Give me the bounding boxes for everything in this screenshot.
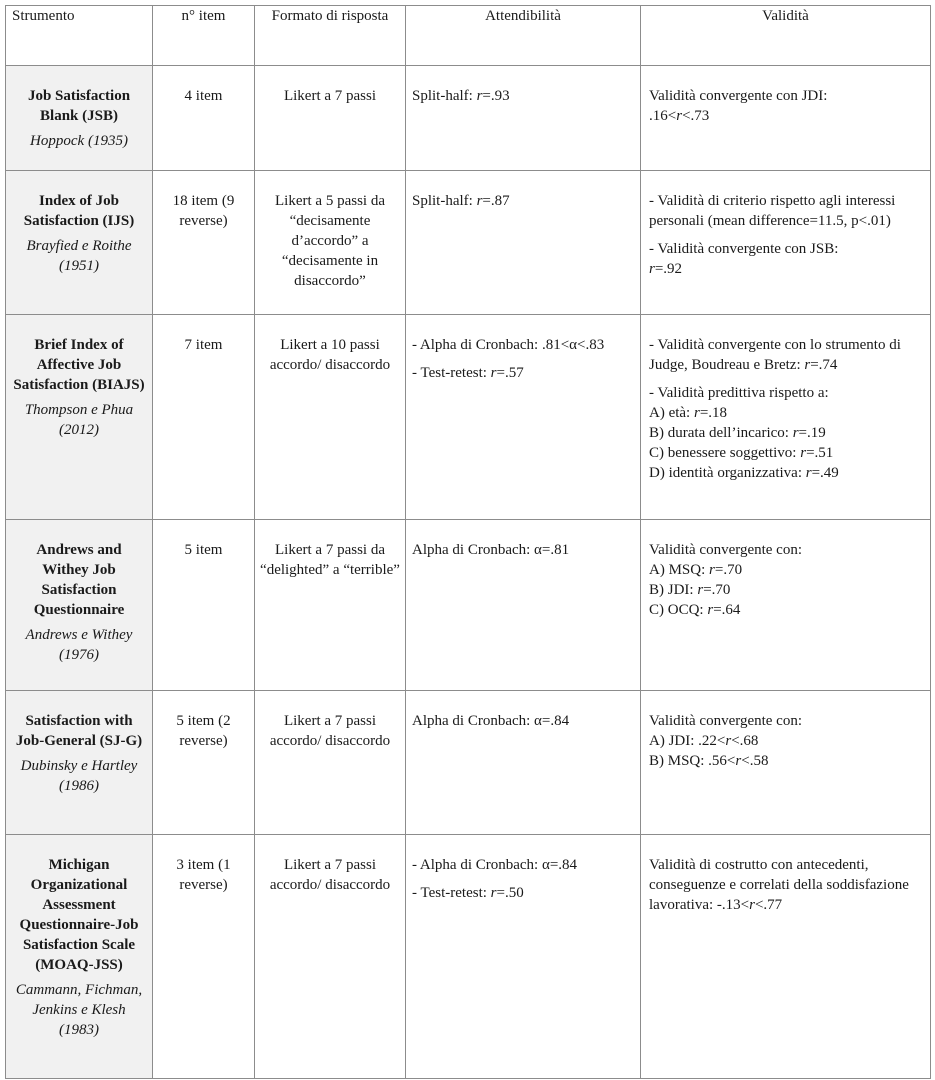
stat-symbol: r — [476, 88, 483, 104]
text-segment: Validità convergente con JDI: — [649, 88, 828, 104]
stat-symbol: r — [725, 733, 732, 749]
text-line — [649, 443, 924, 463]
text-line — [649, 463, 924, 483]
text-segment: =.49 — [811, 465, 839, 481]
items-text: 7 item — [184, 337, 223, 353]
tool-cell — [6, 691, 153, 835]
paragraph — [412, 86, 634, 106]
items-cell — [153, 691, 255, 835]
tool-name: Satisfaction with Job-General (SJ-G) — [15, 713, 143, 749]
format-text: Likert a 5 passi da “decisamente d’accordo” a “decisamente in disaccordo” — [275, 193, 385, 289]
paragraph — [649, 383, 924, 483]
table-row — [6, 171, 931, 315]
text-line — [649, 540, 924, 560]
format-cell — [255, 66, 406, 171]
text-segment: =.93 — [482, 88, 510, 104]
table-row — [6, 691, 931, 835]
text-segment: - Alpha di Cronbach: .81<α<.83 — [412, 337, 605, 353]
items-text: 3 item (1 reverse) — [176, 857, 231, 893]
items-cell — [153, 66, 255, 171]
text-segment: C) benessere soggettivo: — [649, 445, 801, 461]
header-formato: Formato di risposta — [255, 6, 406, 66]
format-cell — [255, 171, 406, 315]
text-segment: Split-half: — [412, 193, 477, 209]
text-line — [649, 560, 924, 580]
paragraph — [412, 883, 634, 903]
text-line — [412, 883, 634, 903]
paragraph — [412, 855, 634, 875]
text-segment: =.19 — [798, 425, 826, 441]
text-segment: =.51 — [806, 445, 834, 461]
text-segment: Split-half: — [412, 88, 477, 104]
tool-author: Dubinsky e Hartley (1986) — [20, 758, 138, 794]
text-segment: A) JDI: .22< — [649, 733, 726, 749]
tool-author: Cammann, Fichman, Jenkins e Klesh (1983) — [15, 982, 143, 1038]
header-attendibilita: Attendibilità — [406, 6, 641, 66]
text-segment: Validità di costrutto con antecedenti, conseguenze e correlati della soddisfazione lavorativa: -.13< — [649, 857, 909, 913]
text-segment: Validità convergente con: — [649, 542, 803, 558]
paragraph — [412, 191, 634, 211]
text-line — [649, 751, 924, 771]
text-segment: =.87 — [482, 193, 510, 209]
text-segment: <.58 — [741, 753, 769, 769]
text-line — [649, 383, 924, 403]
tool-author: Hoppock (1935) — [30, 133, 128, 149]
text-line — [649, 855, 924, 915]
format-text: Likert a 7 passi — [283, 88, 377, 104]
stat-symbol: r — [709, 562, 715, 578]
format-text: Likert a 7 passi accordo/ disaccordo — [269, 713, 391, 749]
text-segment: B) MSQ: .56< — [649, 753, 736, 769]
validity-cell — [641, 171, 931, 315]
tool-author: Andrews e Withey (1976) — [25, 627, 133, 663]
text-line — [649, 731, 924, 751]
tool-name: Andrews and Withey Job Satisfaction Questionnaire — [33, 542, 125, 618]
paragraph — [649, 191, 924, 231]
stat-symbol: r — [693, 405, 700, 421]
text-segment: - Validità convergente con JSB: — [649, 241, 839, 257]
paragraph — [649, 335, 924, 375]
format-text: Likert a 7 passi accordo/ disaccordo — [269, 857, 391, 893]
text-segment: B) durata dell’incarico: — [649, 425, 793, 441]
text-segment: Alpha di Cronbach: α=.84 — [412, 713, 570, 729]
text-segment: =.70 — [714, 562, 743, 578]
validity-cell — [641, 835, 931, 1079]
tool-name: Index of Job Satisfaction (IJS) — [23, 193, 135, 229]
text-segment: - Validità di criterio rispetto agli interessi personali (mean difference=11.5, p<.01) — [649, 193, 896, 229]
text-segment: =.92 — [654, 261, 683, 277]
validity-cell — [641, 520, 931, 691]
stat-symbol: r — [476, 193, 483, 209]
paragraph — [649, 239, 924, 279]
paragraph — [649, 540, 924, 620]
paragraph — [412, 540, 634, 560]
tool-cell — [6, 520, 153, 691]
text-segment: =.74 — [810, 357, 838, 373]
tool-cell — [6, 66, 153, 171]
items-text: 5 item (2 reverse) — [176, 713, 231, 749]
text-segment: D) identità organizzativa: — [649, 465, 806, 481]
text-segment: <.68 — [731, 733, 759, 749]
stat-symbol: r — [649, 261, 655, 277]
tool-cell — [6, 835, 153, 1079]
text-segment: - Test-retest: — [412, 885, 491, 901]
text-segment: =.50 — [496, 885, 524, 901]
table-row — [6, 520, 931, 691]
text-line — [649, 191, 924, 231]
text-segment: =.57 — [496, 365, 524, 381]
text-segment: Alpha di Cronbach: α=.81 — [412, 542, 570, 558]
text-line — [412, 711, 634, 731]
stat-symbol: r — [490, 885, 497, 901]
validity-cell — [641, 315, 931, 520]
text-segment: - Validità predittiva rispetto a: — [649, 385, 829, 401]
items-cell — [153, 835, 255, 1079]
validity-cell — [641, 66, 931, 171]
tool-author: Thompson e Phua (2012) — [24, 402, 134, 438]
text-segment: A) età: — [649, 405, 694, 421]
items-text: 4 item — [184, 88, 223, 104]
text-line — [412, 855, 634, 875]
paragraph — [649, 711, 924, 771]
items-text: 18 item (9 reverse) — [172, 193, 235, 229]
header-item: n° item — [153, 6, 255, 66]
text-line — [412, 363, 634, 383]
stat-symbol: r — [735, 753, 742, 769]
text-line — [649, 239, 924, 259]
paragraph — [649, 86, 924, 126]
stat-symbol: r — [805, 465, 812, 481]
tool-name: Job Satisfaction Blank (JSB) — [27, 88, 131, 124]
paragraph — [412, 335, 634, 355]
stat-symbol: r — [707, 602, 714, 618]
stat-symbol: r — [697, 582, 704, 598]
format-text: Likert a 7 passi da “delighted” a “terrible” — [260, 542, 400, 578]
stat-symbol: r — [792, 425, 799, 441]
format-cell — [255, 315, 406, 520]
format-text: Likert a 10 passi accordo/ disaccordo — [269, 337, 391, 373]
paragraph — [649, 855, 924, 915]
stat-symbol: r — [676, 108, 683, 124]
text-segment: A) MSQ: — [649, 562, 710, 578]
items-text: 5 item — [184, 542, 223, 558]
stat-symbol: r — [749, 897, 755, 913]
text-line — [649, 106, 924, 126]
reliability-cell — [406, 171, 641, 315]
text-segment: =.64 — [713, 602, 741, 618]
text-segment: - Test-retest: — [412, 365, 491, 381]
text-segment: =.70 — [703, 582, 731, 598]
text-line — [649, 335, 924, 375]
tool-author: Brayfied e Roithe (1951) — [26, 238, 132, 274]
header-strumento: Strumento — [6, 6, 153, 66]
stat-symbol: r — [800, 445, 807, 461]
reliability-cell — [406, 66, 641, 171]
tool-cell — [6, 315, 153, 520]
paragraph — [412, 363, 634, 383]
text-segment: B) JDI: — [649, 582, 698, 598]
text-segment: Validità convergente con: — [649, 713, 803, 729]
table-row — [6, 835, 931, 1079]
text-line — [649, 86, 924, 106]
text-line — [412, 540, 634, 560]
text-line — [412, 191, 634, 211]
reliability-cell — [406, 691, 641, 835]
reliability-cell — [406, 520, 641, 691]
text-line — [649, 403, 924, 423]
text-segment: - Validità convergente con lo strumento di Judge, Boudreau e Bretz: — [649, 337, 901, 373]
text-line — [412, 335, 634, 355]
tool-name: Michigan Organizational Assessment Questionnaire-Job Satisfaction Scale (MOAQ-JSS) — [19, 857, 139, 973]
text-segment: C) OCQ: — [649, 602, 708, 618]
text-segment: <.73 — [682, 108, 710, 124]
tool-name: Brief Index of Affective Job Satisfaction (BIAJS) — [13, 337, 145, 393]
validity-cell — [641, 691, 931, 835]
text-line — [649, 259, 924, 279]
header-validita: Validità — [641, 6, 931, 66]
text-segment: =.18 — [699, 405, 728, 421]
items-cell — [153, 171, 255, 315]
items-cell — [153, 315, 255, 520]
text-line — [649, 600, 924, 620]
format-cell — [255, 520, 406, 691]
stat-symbol: r — [490, 365, 497, 381]
table-row — [6, 66, 931, 171]
text-line — [649, 423, 924, 443]
format-cell — [255, 835, 406, 1079]
text-segment: <.77 — [754, 897, 783, 913]
reliability-cell — [406, 835, 641, 1079]
items-cell — [153, 520, 255, 691]
text-line — [649, 580, 924, 600]
table-row — [6, 315, 931, 520]
text-line — [412, 86, 634, 106]
format-cell — [255, 691, 406, 835]
paragraph — [412, 711, 634, 731]
text-line — [649, 711, 924, 731]
instruments-table — [5, 5, 931, 1079]
reliability-cell — [406, 315, 641, 520]
stat-symbol: r — [804, 357, 811, 373]
table-header — [6, 6, 931, 66]
text-segment: .16< — [649, 108, 677, 124]
tool-cell — [6, 171, 153, 315]
text-segment: - Alpha di Cronbach: α=.84 — [412, 857, 578, 873]
